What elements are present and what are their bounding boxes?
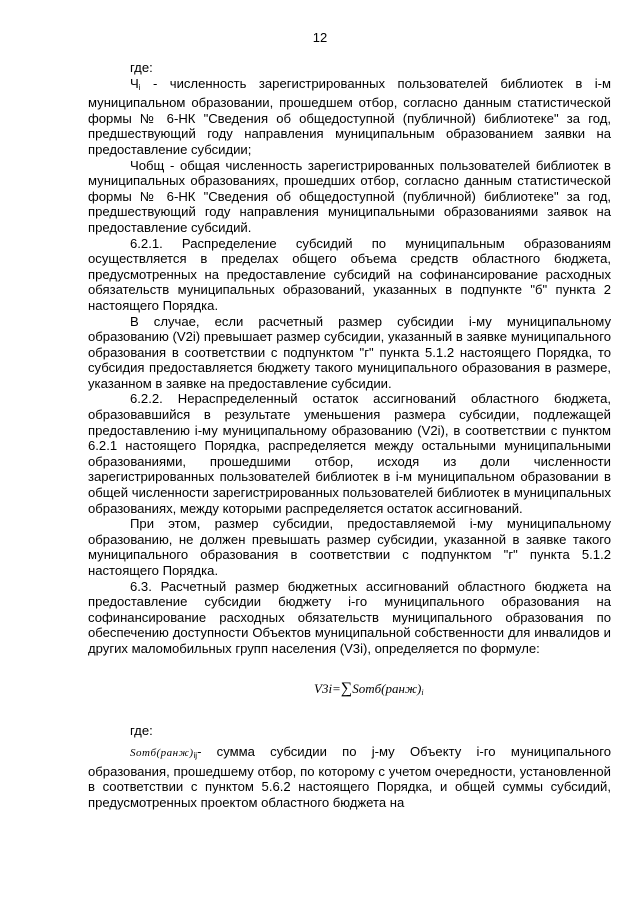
where-label-1: где:	[130, 60, 153, 75]
term-subscript: ij	[193, 751, 198, 761]
formula-v3i	[88, 679, 611, 703]
paragraph-limit: При этом, размер субсидии, предоставляемой i-му муниципальному образованию, не должен превышать размер субсидии, указанной в заявке такого муниципального образования в соответствии с подпунктом "г" пункта 5.1.2 настоящего Порядка.	[88, 516, 611, 578]
paragraph-chi-definition	[88, 76, 611, 158]
paragraph-6-3: 6.3. Расчетный размер бюджетных ассигнований областного бюджета на предоставление субсидии бюджету i-го муниципального образования на софинансирование расходных обязательств муниципального образования по обеспечению доступности Объектов муниципальной собственности для инвалидов и других маломобильных групп населения (V3i), определяется по формуле:	[88, 578, 611, 656]
formula-lhs: V3i=	[314, 680, 341, 696]
paragraph-6-2-1: 6.2.1. Распределение субсидий по муниципальным образованиям осуществляется в пределах общего объема средств областного бюджета, предусмотренных на предоставление субсидий на софинансирование расходных обязательств муниципальных образований, указанных в подпункте "б" пункта 2 настоящего Порядка.	[88, 235, 611, 313]
term-definition-text: - сумма субсидии по j-му Объекту i-го муниципального образования, прошедшему отбор, по которому с учетом очередности, установленной в соответствии с пунктом 5.6.2 настоящего Порядка, и общей суммы субсидий, предусмотренных проектом областного бюджета на	[88, 744, 611, 810]
paragraph-term-definition	[88, 744, 611, 810]
where-label-2: где:	[130, 722, 153, 738]
formula-sigma: ∑	[340, 679, 353, 697]
page-number: 12	[312, 30, 328, 45]
chi-symbol: Ч	[130, 75, 139, 91]
formula-subscript: i	[421, 687, 424, 697]
document-body	[88, 60, 611, 811]
formula-term: Somб(ранж)	[352, 680, 422, 696]
term-symbol: Sотб(ранж)	[130, 747, 194, 760]
paragraph-chobsh-definition: Чобщ - общая численность зарегистрированных пользователей библиотек в муниципальных образованиях, прошедших отбор, согласно данным статистической формы № 6-НК "Сведения об общедоступной (публичной) библиотеке" за год, предшествующий году направления муниципальными образованиями заявок на предоставление субсидий.	[88, 157, 611, 235]
chi-definition-text: - численность зарегистрированных пользователей библиотек в i-м муниципальном образовании, прошедшем отбор, согласно данным статистической формы № 6-НК "Сведения об общедоступной (публичной) библиотеке" за год, предшествующий году направления муниципальным образованием заявки на предоставление субсидии;	[88, 75, 611, 157]
paragraph-case: В случае, если расчетный размер субсидии i-му муниципальному образованию (V2i) превышает размер субсидии, указанный в заявке муниципального образования в соответствии с подпунктом "г" пункта 5.1.2 настоящего Порядка, то субсидия предоставляется бюджету такого муниципального образования в размере, указанном в заявке на предоставление субсидии.	[88, 313, 611, 391]
chi-subscript: i	[138, 82, 141, 92]
paragraph-6-2-2: 6.2.2. Нераспределенный остаток ассигнований областного бюджета, образовавшийся в результате уменьшения размера субсидии, подлежащей предоставлению i-му муниципальному образованию (V2i), в соответствии с пунктом 6.2.1 настоящего Порядка, распределяется между остальными муниципальными образованиями, прошедшими отбор, исходя из доли численности зарегистрированных пользователей библиотек в i-м муниципальном образовании в общей численности зарегистрированных пользователей библиотек в муниципальных образованиях, между которыми распределяется остаток ассигнований.	[88, 391, 611, 516]
